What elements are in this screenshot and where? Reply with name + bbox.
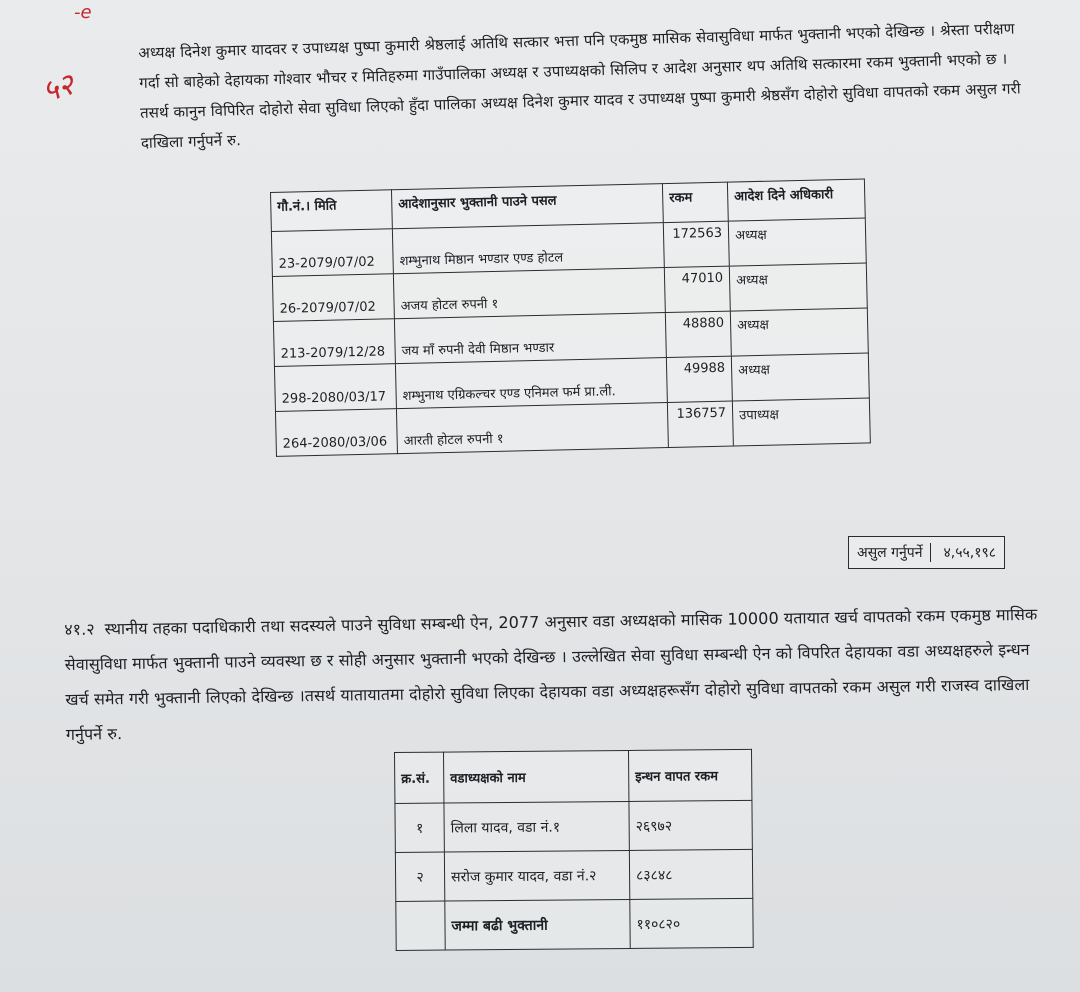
- cell-authority: अध्यक्ष: [728, 218, 866, 266]
- handwritten-mark-top: -e: [74, 2, 92, 23]
- cell-fuel-amount: २६९७२: [629, 800, 752, 850]
- fuel-table: [394, 749, 754, 951]
- cell-amount: 47010: [664, 266, 730, 312]
- cell-fuel-amount: ८३८४८: [629, 849, 752, 899]
- cell-authority: अध्यक्ष: [730, 308, 868, 356]
- cell-amount: 136757: [667, 401, 733, 447]
- cell-voucher: 264-2080/03/06: [275, 409, 397, 457]
- cell-shop: शम्भुनाथ एग्रिकल्चर एण्ड एनिमल फर्म प्रा.ली.: [395, 358, 667, 409]
- header-amount: रकम: [662, 182, 728, 222]
- table-total-row: [396, 898, 753, 950]
- header-ward-chair: वडाध्यक्षको नाम: [444, 750, 629, 803]
- cell-amount: 48880: [665, 311, 731, 357]
- cell-authority: उपाध्यक्ष: [732, 398, 870, 446]
- cell-voucher: 26-2079/07/02: [272, 274, 394, 322]
- cell-total-amount: ११०८२०: [630, 898, 753, 948]
- cell-serial: २: [395, 852, 444, 901]
- header-authority: आदेश दिने अधिकारी: [727, 179, 865, 221]
- table-row: [395, 849, 752, 901]
- table-header-row: [395, 749, 752, 803]
- payment-table: [270, 179, 871, 457]
- cell-voucher: 213-2079/12/28: [273, 319, 395, 367]
- cell-total-label: जम्मा बढी भुक्तानी: [445, 899, 630, 950]
- cell-authority: अध्यक्ष: [729, 263, 867, 311]
- cell-voucher: 23-2079/07/02: [271, 229, 393, 277]
- header-shop: आदेशानुसार भुक्तानी पाउने पसल: [391, 184, 663, 229]
- handwritten-page-number: ५२: [37, 66, 79, 110]
- cell-amount: 49988: [666, 356, 732, 402]
- cell-shop: शम्भुनाथ मिष्ठान भण्डार एण्ड होटल: [392, 223, 664, 274]
- cell-serial: १: [395, 803, 444, 852]
- cell-name: सरोज कुमार यादव, वडा नं.२: [444, 850, 629, 901]
- recovery-label: असुल गर्नुपर्ने: [857, 543, 931, 562]
- cell-shop: आरती होटल रुपनी १: [396, 403, 668, 454]
- cell-total-serial: [396, 901, 445, 950]
- header-voucher-date: गौ.नं.। मिति: [271, 190, 393, 232]
- paragraph-guest-allowance: अध्यक्ष दिनेश कुमार यादवर र उपाध्यक्ष पुष्पा कुमारी श्रेष्ठलाई अतिथि सत्कार भत्ता पनि एकमुष्ठ मासिक सेवासुविधा मार्फत भुक्तानी भएको देखिन्छ । श्रेस्ता परीक्षण गर्दा सो बाहेको देहायका गोश्वार भौचर र मितिहरुमा गाउँपालिका अध्यक्ष र उपाध्यक्षको सिलिप र आदेश अनुसार थप अतिथि सत्कारमा रकम भुक्तानी भएको छ । तसर्थ कानुन विपिरित दोहोरो सेवा सुविधा लिएको हुँदा पालिका अध्यक्ष दिनेश कुमार यादव र उपाध्यक्ष पुष्पा कुमारी श्रेष्ठसँग दोहोरो सुविधा वापतको रकम असुल गरी दाखिला गर्नुपर्ने रु.: [138, 19, 1021, 152]
- cell-shop: जय माँ रुपनी देवी मिष्ठान भण्डार: [394, 313, 666, 364]
- cell-name: लिला यादव, वडा नं.१: [444, 801, 629, 852]
- cell-amount: 172563: [663, 221, 729, 267]
- cell-shop: अजय होटल रुपनी १: [393, 268, 665, 319]
- paragraph-text: स्थानीय तहका पदाधिकारी तथा सदस्यले पाउने सुविधा सम्बन्धी ऐन, 2077 अनुसार वडा अध्यक्षको मासिक 10000 यतायात खर्च वापतको रकम एकमुष्ठ मासिक सेवासुविधा मार्फत भुक्तानी पाउने व्यवस्था छ र सोही अनुसार भुक्तानी भएको देखिन्छ । उल्लेखित सेवा सुविधा सम्बन्धी ऐन को विपरित देहायका वडा अध्यक्षहरुले इन्धन खर्च समेत गरी भुक्तानी लिएको देखिन्छ ।तसर्थ यातायातमा दोहोरो सुविधा लिएका देहायका वडा अध्यक्षहरूसँग दोहोरो सुविधा वापतको रकम असुल गरी राजस्व दाखिला गर्नुपर्ने रु.: [64, 604, 1038, 744]
- section-number: ४१.२: [64, 619, 95, 639]
- header-fuel-amount: इन्धन वापत रकम: [628, 749, 751, 801]
- recovery-value: ४,५५,१९८: [943, 545, 997, 561]
- recovery-amount-box: [848, 536, 1005, 569]
- header-serial: क्र.सं.: [395, 752, 444, 803]
- cell-voucher: 298-2080/03/17: [274, 364, 396, 412]
- table-row: [395, 800, 752, 852]
- cell-authority: अध्यक्ष: [731, 353, 869, 401]
- paragraph-fuel-allowance: [64, 596, 1056, 752]
